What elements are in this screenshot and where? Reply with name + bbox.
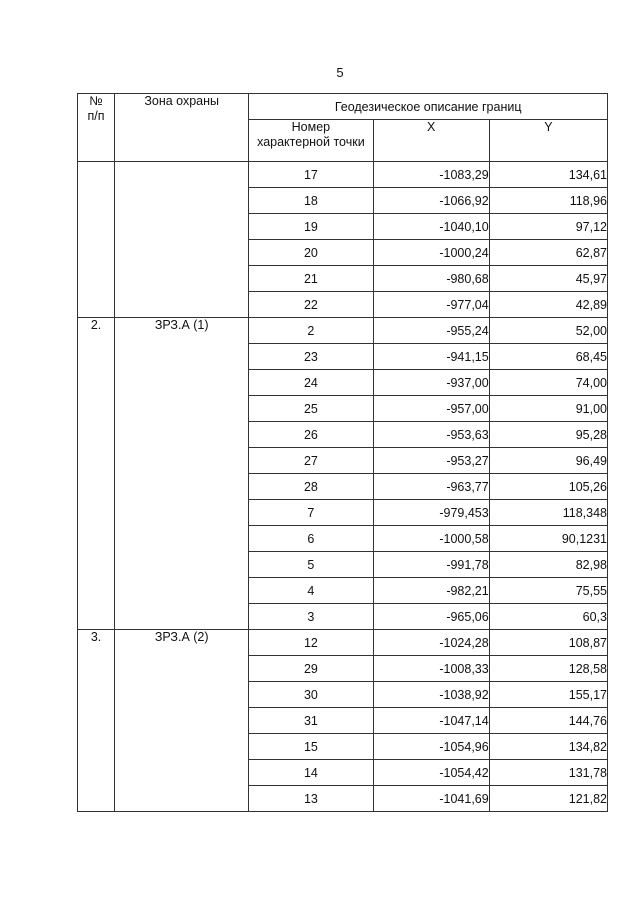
- coord-x: -979,453: [373, 500, 489, 526]
- point-number: 14: [249, 760, 373, 786]
- group-number: 3.: [78, 630, 115, 812]
- coord-y: 118,348: [489, 500, 607, 526]
- coord-y: 82,98: [489, 552, 607, 578]
- coord-x: -1041,69: [373, 786, 489, 812]
- point-number: 26: [249, 422, 373, 448]
- coord-x: -937,00: [373, 370, 489, 396]
- coord-x: -955,24: [373, 318, 489, 344]
- header-x: [373, 120, 489, 162]
- coord-x: -982,21: [373, 578, 489, 604]
- coord-x: -1038,92: [373, 682, 489, 708]
- coord-y: 74,00: [489, 370, 607, 396]
- point-number: 13: [249, 786, 373, 812]
- point-number: 28: [249, 474, 373, 500]
- coord-x: -953,27: [373, 448, 489, 474]
- coord-x: -1054,42: [373, 760, 489, 786]
- group-number: 2.: [78, 318, 115, 630]
- point-number: 18: [249, 188, 373, 214]
- point-number: 7: [249, 500, 373, 526]
- coord-y: 91,00: [489, 396, 607, 422]
- header-num-label: № п/п: [87, 94, 105, 123]
- point-number: 19: [249, 214, 373, 240]
- coord-y: 97,12: [489, 214, 607, 240]
- coord-y: 118,96: [489, 188, 607, 214]
- coord-x: -1083,29: [373, 162, 489, 188]
- point-number: 2: [249, 318, 373, 344]
- point-number: 30: [249, 682, 373, 708]
- coord-x: -1054,96: [373, 734, 489, 760]
- point-number: 20: [249, 240, 373, 266]
- group-number: [78, 162, 115, 318]
- coord-y: 42,89: [489, 292, 607, 318]
- coord-x: -957,00: [373, 396, 489, 422]
- header-zone-label: Зона охраны: [144, 94, 220, 108]
- table-row: [78, 630, 608, 656]
- geodetic-boundary-table: [77, 93, 608, 812]
- coord-x: -963,77: [373, 474, 489, 500]
- coord-y: 75,55: [489, 578, 607, 604]
- table-row: [78, 162, 608, 188]
- coord-x: -977,04: [373, 292, 489, 318]
- point-number: 31: [249, 708, 373, 734]
- header-point: [249, 120, 373, 162]
- point-number: 3: [249, 604, 373, 630]
- coord-y: 95,28: [489, 422, 607, 448]
- coord-y: 134,61: [489, 162, 607, 188]
- coord-x: -965,06: [373, 604, 489, 630]
- point-number: 29: [249, 656, 373, 682]
- coord-x: -1000,58: [373, 526, 489, 552]
- header-geo: [249, 94, 608, 120]
- point-number: 25: [249, 396, 373, 422]
- coord-y: 105,26: [489, 474, 607, 500]
- point-number: 17: [249, 162, 373, 188]
- point-number: 24: [249, 370, 373, 396]
- point-number: 21: [249, 266, 373, 292]
- point-number: 22: [249, 292, 373, 318]
- table-row: [78, 318, 608, 344]
- coord-y: 96,49: [489, 448, 607, 474]
- page-number: 5: [336, 65, 344, 80]
- coord-y: 90,1231: [489, 526, 607, 552]
- coord-y: 52,00: [489, 318, 607, 344]
- point-number: 6: [249, 526, 373, 552]
- coord-x: -1047,14: [373, 708, 489, 734]
- table-body: [78, 162, 608, 812]
- coord-y: 62,87: [489, 240, 607, 266]
- coord-x: -941,15: [373, 344, 489, 370]
- coord-y: 108,87: [489, 630, 607, 656]
- coord-y: 121,82: [489, 786, 607, 812]
- group-zone: ЗРЗ.А (1): [115, 318, 249, 630]
- coord-x: -1000,24: [373, 240, 489, 266]
- point-number: 4: [249, 578, 373, 604]
- coord-x: -1066,92: [373, 188, 489, 214]
- coord-x: -980,68: [373, 266, 489, 292]
- coord-y: 144,76: [489, 708, 607, 734]
- header-zone: [115, 94, 249, 162]
- point-number: 23: [249, 344, 373, 370]
- group-zone: ЗРЗ.А (2): [115, 630, 249, 812]
- header-y-label: Y: [544, 120, 553, 134]
- coord-y: 131,78: [489, 760, 607, 786]
- coord-x: -1024,28: [373, 630, 489, 656]
- coord-y: 45,97: [489, 266, 607, 292]
- coord-y: 60,3: [489, 604, 607, 630]
- point-number: 5: [249, 552, 373, 578]
- coord-x: -1040,10: [373, 214, 489, 240]
- point-number: 15: [249, 734, 373, 760]
- point-number: 12: [249, 630, 373, 656]
- coord-y: 68,45: [489, 344, 607, 370]
- point-number: 27: [249, 448, 373, 474]
- coord-y: 128,58: [489, 656, 607, 682]
- header-num: [78, 94, 115, 162]
- header-geo-label: Геодезическое описание границ: [334, 99, 522, 114]
- coord-x: -1008,33: [373, 656, 489, 682]
- coord-x: -991,78: [373, 552, 489, 578]
- header-x-label: X: [426, 120, 436, 134]
- coord-y: 155,17: [489, 682, 607, 708]
- group-zone: [115, 162, 249, 318]
- header-point-label: Номер характерной точки: [257, 120, 365, 149]
- coord-x: -953,63: [373, 422, 489, 448]
- coord-y: 134,82: [489, 734, 607, 760]
- header-y: [489, 120, 607, 162]
